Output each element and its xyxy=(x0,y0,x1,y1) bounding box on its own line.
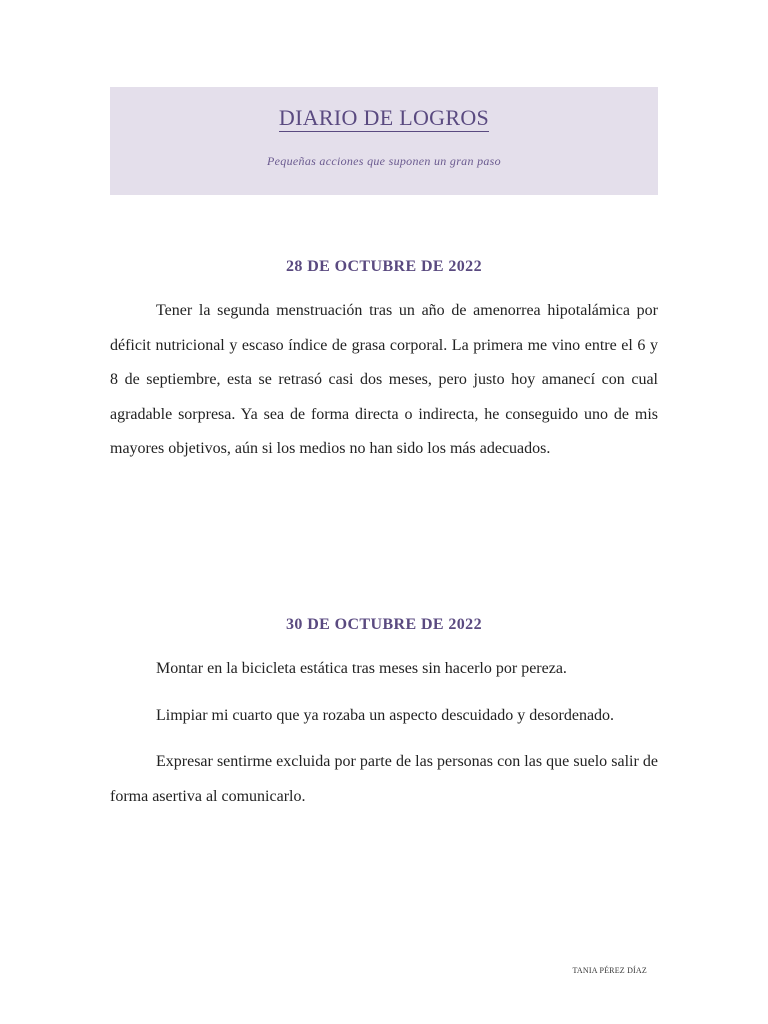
document-title: DIARIO DE LOGROS xyxy=(278,105,490,130)
entry-date: 30 DE OCTUBRE DE 2022 xyxy=(286,616,482,633)
footer-author: TANIA PÉREZ DÍAZ xyxy=(572,966,647,975)
entry-paragraph: Montar en la bicicleta estática tras meses sin hacerlo por pereza. xyxy=(156,660,567,677)
entry-date: 28 DE OCTUBRE DE 2022 xyxy=(286,258,482,275)
diary-entry xyxy=(110,614,658,814)
entry-paragraph: Tener la segunda menstruación tras un año de amenorrea hipotalámica por déficit nutricional y escaso índice de grasa corporal. La primera me vino entre el 6 y 8 de septiembre, esta se retrasó casi dos meses, pero justo hoy amanecí con cual agradable sorpresa. Ya sea de forma directa o indirecta, he conseguido uno de mis mayores objetivos, aún si los medios no han sido los más adecuados. xyxy=(110,302,658,457)
document-subtitle: Pequeñas acciones que suponen un gran paso xyxy=(267,154,501,168)
document-header xyxy=(110,87,658,195)
entry-paragraph: Limpiar mi cuarto que ya rozaba un aspecto descuidado y desordenado. xyxy=(156,706,615,724)
diary-entry xyxy=(110,256,658,467)
entry-paragraph: Expresar sentirme excluida por parte de las personas con las que suelo salir de forma asertiva al comunicarlo. xyxy=(110,753,658,805)
